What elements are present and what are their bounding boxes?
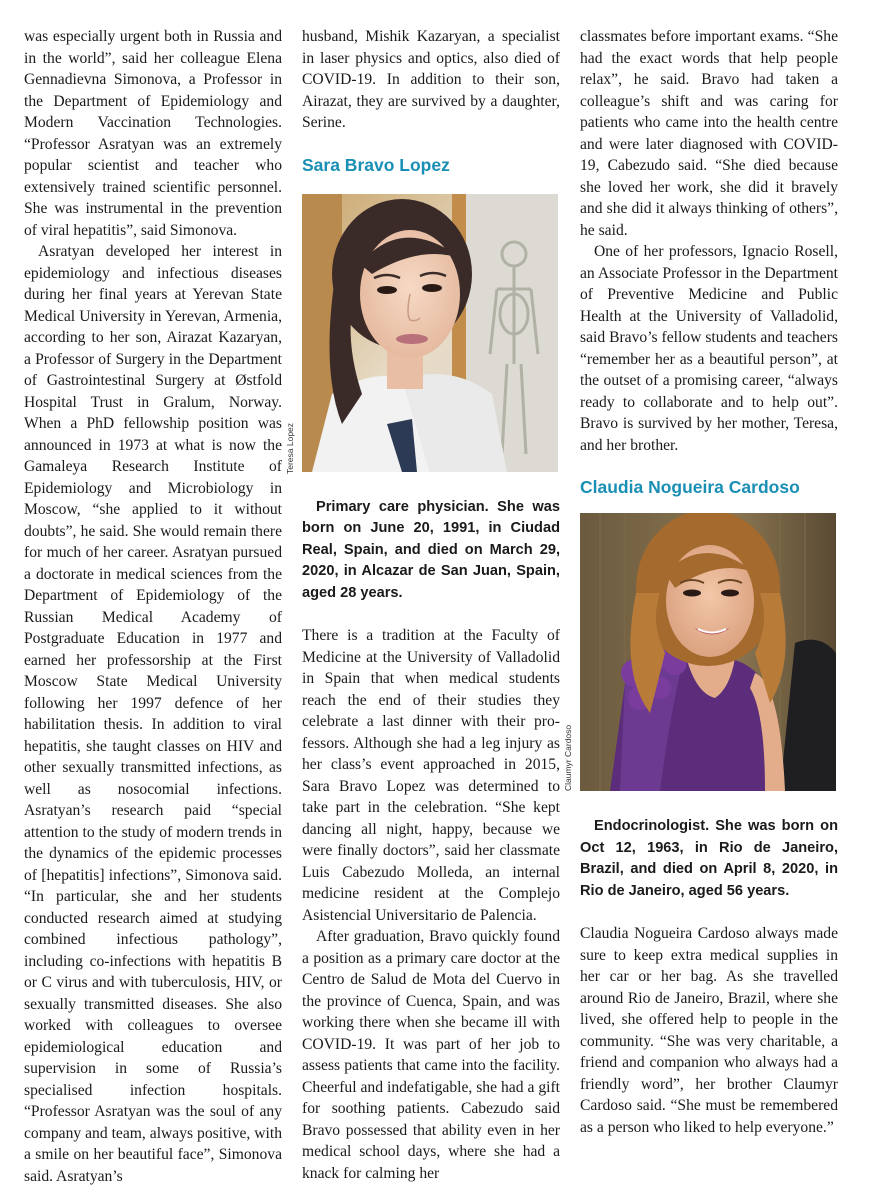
paragraph: There is a tradition at the Faculty of Medicine at the University of Valladolid in Spain that when medical students reach the end of their studies they celebrate a last dinner with their professors. Although she had a leg injury as her class’s event approached in 2015, Sara Bravo Lopez was determined to take part in the celebration. “She kept dancing all night, happy, because we were finally doctors”, said her classmate Luis Cabezudo Molleda, an internal medicine resident at the Complejo Asistencial Universitario de Palencia. — [302, 627, 560, 924]
obituary-summary: Primary care physician. She was born on June 20, 1991, in Ciudad Real, Spain, and died on March 29, 2020, in Alcazar de San Juan, Spain, aged 28 years. — [302, 498, 560, 601]
portrait-image — [580, 513, 836, 791]
photo-claudia-nogueira-cardoso — [563, 513, 838, 791]
photo-credit: Claumyr Cardoso — [563, 724, 573, 791]
portrait-image — [302, 194, 558, 472]
paragraph: was especially urgent both in Russia and in the world”, said her colleague Elena Gennadievna Simonova, a Professor in the Department of Epidemiology and Modern Vaccination Technologies. “Professor Asratyan was an extremely popular scientist and teacher who extensively trained scientific personnel. She was instrumental in the prevention of viral hepatitis”, said Simonova. — [24, 28, 282, 239]
obituary-heading-sara-bravo-lopez: Sara Bravo Lopez — [302, 154, 450, 175]
column-1 — [24, 26, 282, 1187]
photo-credit: Teresa Lopez — [285, 422, 295, 474]
paragraph: One of her professors, Ignacio Rosell, an Associate Professor in the Department of Preventive Medicine and Public Health at the University of Valladolid, said Bravo’s fellow students and teachers “remember her as a beautiful person”, at the outset of a promising career, “always ready to collaborate and to help out”. Bravo is survived by her mother, Teresa, and her brother. — [580, 243, 838, 454]
obituary-heading-claudia-nogueira-cardoso: Claudia Nogueira Cardoso — [580, 477, 800, 497]
paragraph: husband, Mishik Kazaryan, a specialist in laser physics and optics, also died of COVID-19. In addition to their son, Airazat, they are survived by a daughter, Serine. — [302, 28, 560, 131]
obituary-summary: Endocrinologist. She was born on Oct 12, 1963, in Rio de Janeiro, Brazil, and died on April 8, 2020, in Rio de Janeiro, aged 56 years. — [580, 818, 838, 899]
paragraph: Asratyan developed her interest in epidemiology and infectious diseases during her final years at Yerevan State Medical University in Yerevan, Armenia, according to her son, Airazat Kazaryan, a Professor of Surgery in the Department of Gastrointestinal Surgery at Østfold Hospital Trust in Gralum, Norway. When a PhD fellowship position was announced in 1973 at what is now the Gamaleya Research Institute of Epidemiology and Microbiology in Moscow, “she applied to it without doubts”, he said. She would remain there for much of her career. Asratyan pursued a doctorate in medical sciences from the Department of Epidemiology of the Russian Medical Academy of Postgraduate Education in 1977 and earned her professorship at the First Moscow State Medical University following her 1997 defence of her habilitation thesis. In addition to viral hepatitis, she taught classes on HIV and other sexually transmitted infections, as well as nosocomial infections. Asratyan’s research paid “special attention to the study of modern trends in the dynamics of the epidemic processes of [hepatitis] infections”, Simonova said. “In particular, she and her students conducted research aimed at studying combined infectious pathology”, including co-infections with hepatitis B or C virus and with tuberculosis, HIV, or sexually transmitted diseases. She also worked with colleagues to oversee epidemiological education and supervision in some of Russia’s specialised infection hospitals. “Professor Asratyan was the soul of any company and team, always positive, with a smile on her beautiful face”, Simonova said. Asratyan’s — [24, 243, 282, 1185]
column-2 — [285, 26, 560, 1184]
paragraph: classmates before important exams. “She had the exact words that help people relax”, he said. Bravo had taken a colleague’s shift and was caring for patients who came into the health centre and were later diagnosed with COVID-19, Cabezudo said. “She died because she loved her work, she did it bravely and she did it always thinking of others”, he said. — [580, 28, 838, 239]
photo-sara-bravo-lopez — [285, 194, 560, 474]
paragraph: After graduation, Bravo quickly found a position as a primary care doctor at the Centro de Salud de Mota del Cuervo in the province of Cuenca, Spain, and was working there when she became ill with COVID-19. It was part of her job to assess patients that came into the facility. Cheerful and indefatigable, she had a gift for soothing patients. Cabezudo said Bravo possessed that ability even in her medical school days, where she had a knack for calming her — [302, 928, 560, 1182]
paragraph: Claudia Nogueira Cardoso always made sure to keep extra medical supplies in her car or her bag. As she travelled around Rio de Janeiro, Brazil, where she lived, she offered help to people in the community. “She was very charitable, a friend and companion who always had a friendly word”, her brother Claumyr Cardoso said. “She must be remembered as a person who liked to help everyone.” — [580, 925, 838, 1136]
column-3 — [563, 26, 838, 1138]
